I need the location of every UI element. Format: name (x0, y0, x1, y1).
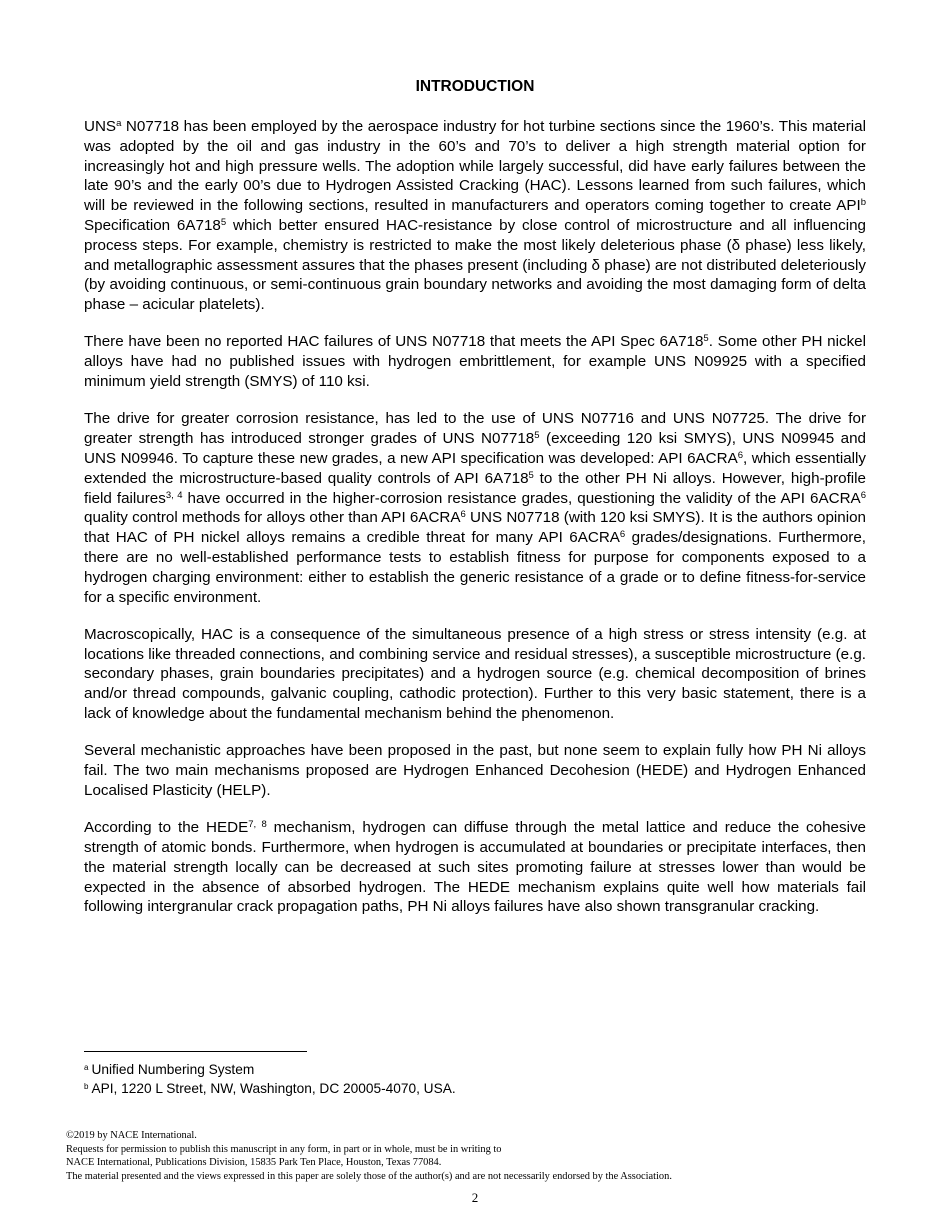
footnote-reference: 6 (737, 449, 744, 461)
footnote-reference: 7, 8 (248, 819, 267, 831)
footnote-divider (84, 1051, 307, 1052)
paragraph (84, 818, 866, 917)
footnote-text: API, 1220 L Street, NW, Washington, DC 20005-4070, USA. (91, 1081, 456, 1096)
text-run: . Some other PH nickel alloys have had no published issues with hydrogen embrittlement, for example UNS N09925 with a specified minimum yield strength (SMYS) of 110 ksi. (84, 333, 866, 391)
legal-line: ©2019 by NACE International. (66, 1130, 197, 1141)
text-run: (exceeding 120 ksi SMYS), UNS N09945 and UNS N09946. To capture these new grades, a new API specification was developed: API 6ACRA (84, 430, 866, 467)
legal-line: The material presented and the views expressed in this paper are solely those of the author(s) and are not necessarily endorsed by the Association. (66, 1170, 672, 1182)
text-run: mechanism, hydrogen can diffuse through the metal lattice and reduce the cohesive strength of atomic bonds. Furthermore, when hydrogen is accumulated at boundaries or precipitate interfaces, then the material strength locally can be decreased at such sites promoting failure at stresses lower than would be expected in the absence of absorbed hydrogen. The HEDE mechanism explains quite well how materials fail following intergranular crack propagation paths, PH Ni alloys failures have also shown transgranular cracking. (84, 819, 866, 916)
text-run: Specification 6A718 (84, 216, 221, 234)
text-run: , which essentially extended the microstructure-based quality controls of API 6A718 (84, 449, 866, 487)
legal-line: Requests for permission to publish this manuscript in any form, in part or in whole, must be in writing to (66, 1143, 502, 1155)
text-run: The drive for greater corrosion resistance, has led to the use of UNS N07716 and UNS N07725. The drive for greater strength has introduced stronger grades of UNS N07718 (84, 410, 866, 448)
paragraph (84, 741, 866, 800)
text-run: which better ensured HAC-resistance by close control of microstructure and all influencing process steps. For example, chemistry is restricted to make the most likely deleterious phase (δ phase) less likely, and metallographic assessment assures that the phases present (including δ phase) are not distributed deleteriously (by avoiding continuous, or semi-continuous grain boundary networks and avoiding the most damaging form of delta phase – acicular platelets). (84, 216, 866, 314)
footnote-reference: 5 (528, 469, 534, 481)
footnote-text: Unified Numbering System (91, 1062, 255, 1077)
footnote-mark: b (84, 1082, 89, 1091)
legal-line: NACE International, Publications Division, 15835 Park Ten Place, Houston, Texas 77084. (66, 1157, 442, 1168)
footnotes (84, 1060, 884, 1098)
paragraph (84, 332, 866, 391)
text-run: grades/designations. Furthermore, there are no well-established performance tests to establish fitness for purpose for components exposed to a hydrogen charging environment: either to establish the generic resistance of a grade or to define fitness-for-service for a specific environment. (84, 529, 866, 606)
text-run: UNS (84, 118, 117, 135)
section-heading: INTRODUCTION (415, 78, 535, 95)
footnote-reference: 6 (460, 509, 466, 521)
footnote (84, 1079, 884, 1098)
footnote-reference: 5 (220, 216, 227, 228)
footnote-reference: 5 (703, 333, 709, 345)
body-text (84, 117, 866, 935)
footnote (84, 1060, 884, 1079)
footnote-reference: 5 (534, 430, 540, 442)
footnote-reference: 3, 4 (165, 489, 183, 501)
text-run: to the other PH Ni alloys. However, high-profile field failures (84, 469, 866, 507)
footnote-mark: a (84, 1063, 89, 1072)
page-number: 2 (471, 1190, 479, 1205)
footnote-reference: 6 (619, 529, 626, 541)
text-run: have occurred in the higher-corrosion resistance grades, questioning the validity of the API 6ACRA (182, 489, 861, 507)
footnote-reference: b (860, 197, 866, 209)
text-run: Macroscopically, HAC is a consequence of the simultaneous presence of a high stress or stress intensity (e.g. at locations like threaded connections, and combining service and residual stresses), a susceptible microstructure (e.g. secondary phases, grain boundaries precipitates) and a hydrogen source (e.g. chemical decomposition of brines and/or thread compounds, galvanic coupling, cathodic protection). Further to this very basic statement, there is a lack of knowledge about the fundamental mechanism behind the phenomenon. (84, 625, 866, 723)
text-run: UNS N07718 (with 120 ksi SMYS). It is the authors opinion that HAC of PH nickel alloys remains a credible threat for many API 6ACRA (84, 509, 866, 547)
paragraph (84, 409, 866, 607)
text-run: N07718 has been employed by the aerospace industry for hot turbine sections since the 1960’s. This material was adopted by the oil and gas industry in the 60’s and 70’s to deliver a high strength material option for increasingly hot and high pressure wells. The adoption while largely successful, did have early failures between the late 90’s and the early 00’s due to Hydrogen Assisted Cracking (HAC). Lessons learned from such failures, which will be reviewed in the following sections, resulted in manufacturers and operators coming together to create API (84, 118, 866, 215)
text-run: quality control methods for alloys other than API 6ACRA (84, 509, 461, 527)
text-run: Several mechanistic approaches have been proposed in the past, but none seem to explain fully how PH Ni alloys fail. The two main mechanisms proposed are Hydrogen Enhanced Decohesion (HEDE) and Hydrogen Enhanced Localised Plasticity (HELP). (84, 742, 866, 799)
copyright-notice (66, 1129, 906, 1183)
footnote-reference: a (116, 118, 122, 129)
paragraph (84, 625, 866, 724)
text-run: According to the HEDE (84, 819, 249, 837)
text-run: There have been no reported HAC failures of UNS N07718 that meets the API Spec 6A718 (84, 333, 704, 351)
paragraph (84, 117, 866, 315)
footnote-reference: 6 (860, 489, 866, 501)
